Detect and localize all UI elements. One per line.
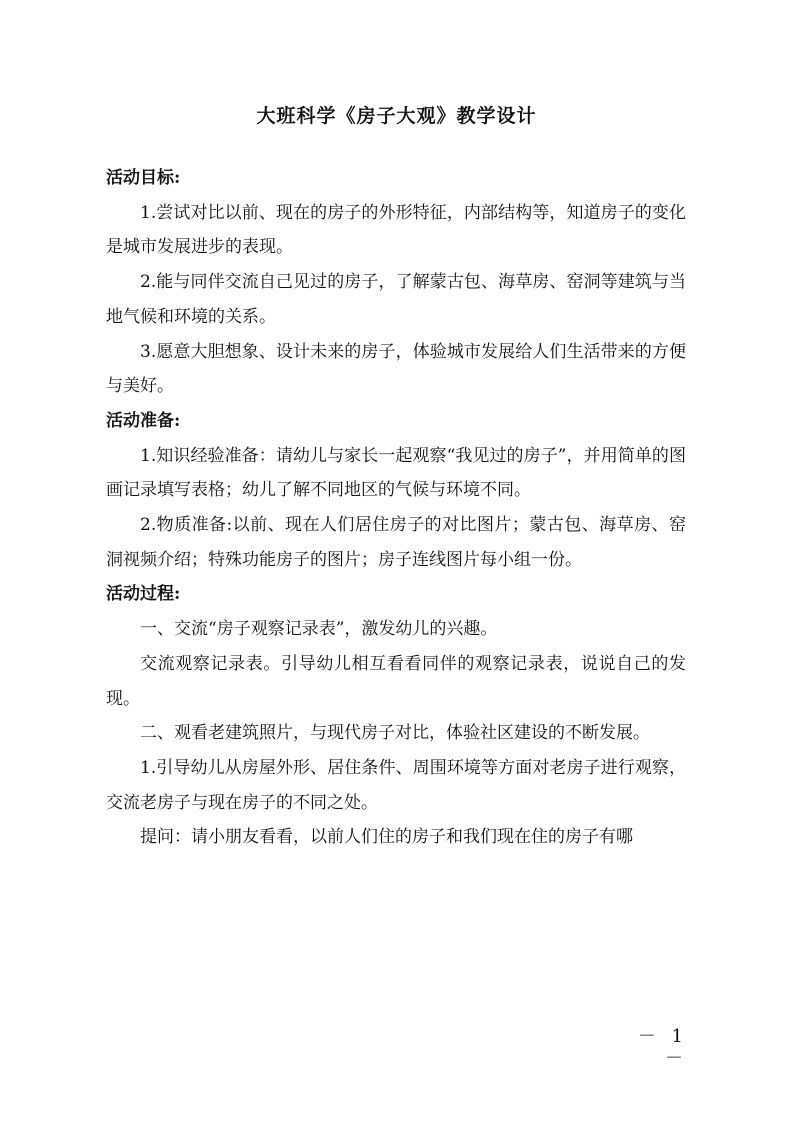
process-step-1: 一、交流“房子观察记录表”，激发幼儿的兴趣。 (140, 619, 498, 640)
section-heading-process: 活动过程: (106, 584, 181, 605)
preparation-item-2: 2.物质准备:以前、现在人们居住房子的对比图片；蒙古包、海草房、窑洞视频介绍；特殊功能房子的图片；房子连线图片每小组一份。 (106, 515, 686, 570)
preparation-item-1: 1.知识经验准备：请幼儿与家长一起观察“我见过的房子”，并用简单的图画记录填写表格；幼儿了解不同地区的气候与环境不同。 (106, 445, 686, 501)
process-paragraph-3: 提问：请小朋友看看，以前人们住的房子和我们现在住的房子有哪 (140, 827, 633, 848)
document-title: 大班科学《房子大观》教学设计 (256, 105, 537, 127)
section-heading-preparation: 活动准备: (106, 410, 181, 431)
page-number: － 1 － (637, 1026, 688, 1069)
goal-item-3: 3.愿意大胆想象、设计未来的房子，体验城市发展给人们生活带来的方便与美好。 (106, 341, 686, 397)
section-heading-goals: 活动目标: (106, 168, 181, 188)
goal-item-2: 2.能与同伴交流自己见过的房子，了解蒙古包、海草房、窑洞等建筑与当地气候和环境的关系。 (106, 272, 686, 327)
document-body (106, 161, 686, 855)
process-paragraph-1: 交流观察记录表。引导幼儿相互看看同伴的观察记录表，说说自己的发现。 (106, 653, 686, 709)
goal-item-1: 1.尝试对比以前、现在的房子的外形特征，内部结构等，知道房子的变化是城市发展进步的表现。 (106, 202, 686, 258)
process-paragraph-2: 1.引导幼儿从房屋外形、居住条件、周围环境等方面对老房子进行观察，交流老房子与现在房子的不同之处。 (106, 757, 686, 813)
process-step-2: 二、观看老建筑照片，与现代房子对比，体验社区建设的不断发展。 (140, 723, 650, 744)
